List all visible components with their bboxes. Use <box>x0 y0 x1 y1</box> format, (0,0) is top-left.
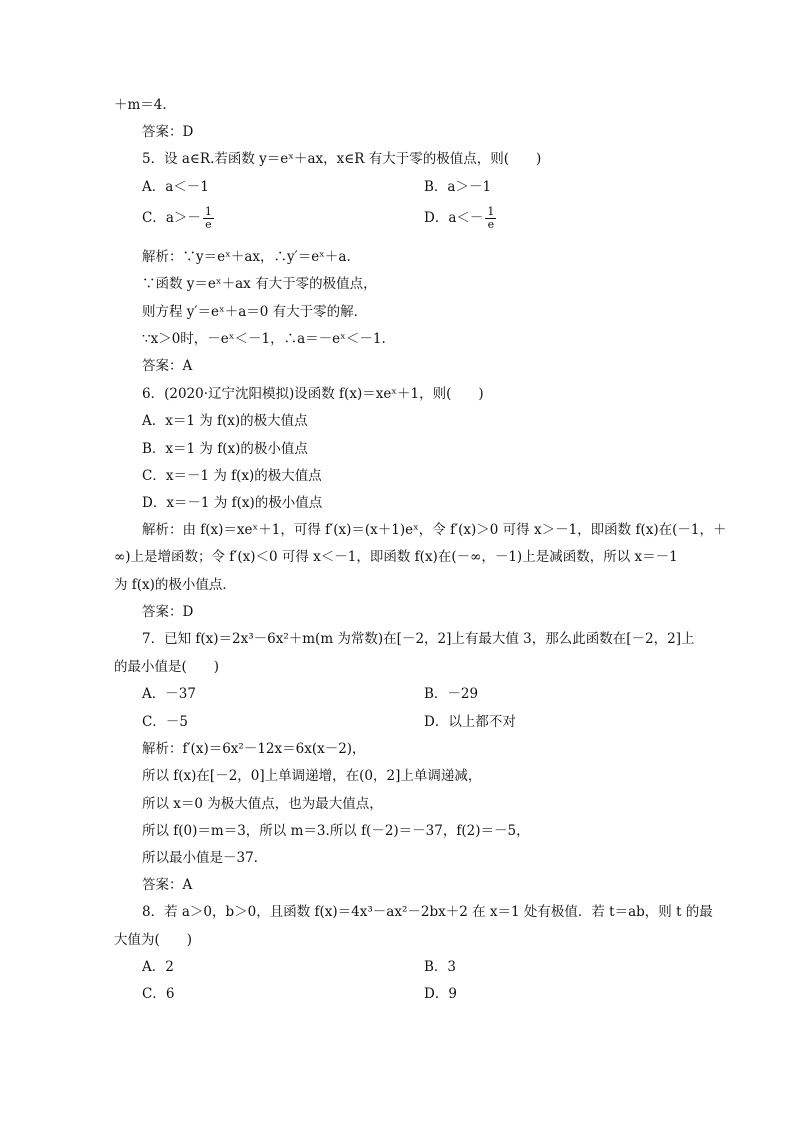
question-7: 7．已知 f(x)＝2x³－6x²＋m(m 为常数)在[－2，2]上有最大值 3，那么此函数在[－2，2]上 <box>142 631 695 647</box>
question-8-cont: 大值为( ) <box>114 932 193 948</box>
fraction: $\frac{1}{e}$ <box>487 205 495 231</box>
option-8a: A．2 <box>142 959 174 975</box>
option-5b: B．a＞－1 <box>424 179 492 195</box>
explanation-line: ∵函数 y＝eˣ＋ax 有大于零的极值点， <box>142 276 377 292</box>
explanation-line: 解析：∵y＝eˣ＋ax，∴y′＝eˣ＋a. <box>142 249 351 265</box>
option-7d: D．以上都不对 <box>424 714 516 730</box>
option-5c: C．a＞－ $\frac{1}{e}$ <box>142 205 212 231</box>
option-7c: C．－5 <box>142 714 188 730</box>
option-6b: B．x＝1 为 f(x)的极小值点 <box>142 441 308 457</box>
option-8d: D．9 <box>424 986 457 1002</box>
option-8b: B．3 <box>424 959 457 975</box>
explanation-line: 所以 f(0)＝m＝3，所以 m＝3.所以 f(－2)＝－37，f(2)＝－5， <box>142 823 530 839</box>
explanation-line: ∞)上是增函数；令 f′(x)＜0 可得 x＜－1，即函数 f(x)在(－∞，－1)上是减函数，所以 x＝－1 <box>114 549 678 565</box>
question-8: 8．若 a＞0，b＞0，且函数 f(x)＝4x³－ax²－2bx＋2 在 x＝1 处有极值．若 t＝ab，则 t 的最 <box>142 904 713 920</box>
explanation-line: 所以最小值是－37. <box>142 850 258 866</box>
explanation-line: ∵x＞0时，－eˣ＜－1，∴a＝－eˣ＜－1. <box>142 331 386 347</box>
answer-line: 答案：D <box>142 604 194 620</box>
question-7-cont: 的最小值是( ) <box>114 659 220 675</box>
answer-line: 答案：D <box>142 124 194 140</box>
option-8c: C．6 <box>142 986 175 1002</box>
answer-line: 答案：A <box>142 877 193 893</box>
explanation-line: 解析：由 f(x)＝xeˣ＋1，可得 f′(x)＝(x＋1)eˣ，令 f′(x)＞0 可得 x＞－1，即函数 f(x)在(－1，＋ <box>142 522 727 538</box>
explanation-line: 所以 x＝0 为极大值点，也为最大值点， <box>142 796 383 812</box>
option-7a: A．－37 <box>142 686 196 702</box>
explanation-line: 为 f(x)的极小值点． <box>114 577 236 593</box>
explanation-line: 所以 f(x)在[－2，0]上单调递增，在(0，2]上单调递减， <box>142 768 482 784</box>
question-6: 6．(2020·辽宁沈阳模拟)设函数 f(x)＝xeˣ＋1，则( ) <box>142 386 484 402</box>
explanation-line: 则方程 y′＝eˣ＋a＝0 有大于零的解． <box>142 304 368 320</box>
option-5d: D．a＜－ $\frac{1}{e}$ <box>424 205 495 231</box>
option-6a: A．x＝1 为 f(x)的极大值点 <box>142 413 308 429</box>
option-7b: B．－29 <box>424 686 479 702</box>
option-6c: C．x＝－1 为 f(x)的极大值点 <box>142 468 322 484</box>
option-6d: D．x＝－1 为 f(x)的极小值点 <box>142 495 323 511</box>
explanation-line: 解析：f′(x)＝6x²－12x＝6x(x－2)， <box>142 741 366 757</box>
question-5: 5．设 a∈R.若函数 y＝eˣ＋ax，x∈R 有大于零的极值点，则( ) <box>142 151 542 167</box>
option-5a: A．a＜－1 <box>142 179 209 195</box>
fraction: $\frac{1}{e}$ <box>204 205 212 231</box>
answer-line: 答案：A <box>142 358 193 374</box>
text-line: ＋m＝4. <box>114 97 167 113</box>
